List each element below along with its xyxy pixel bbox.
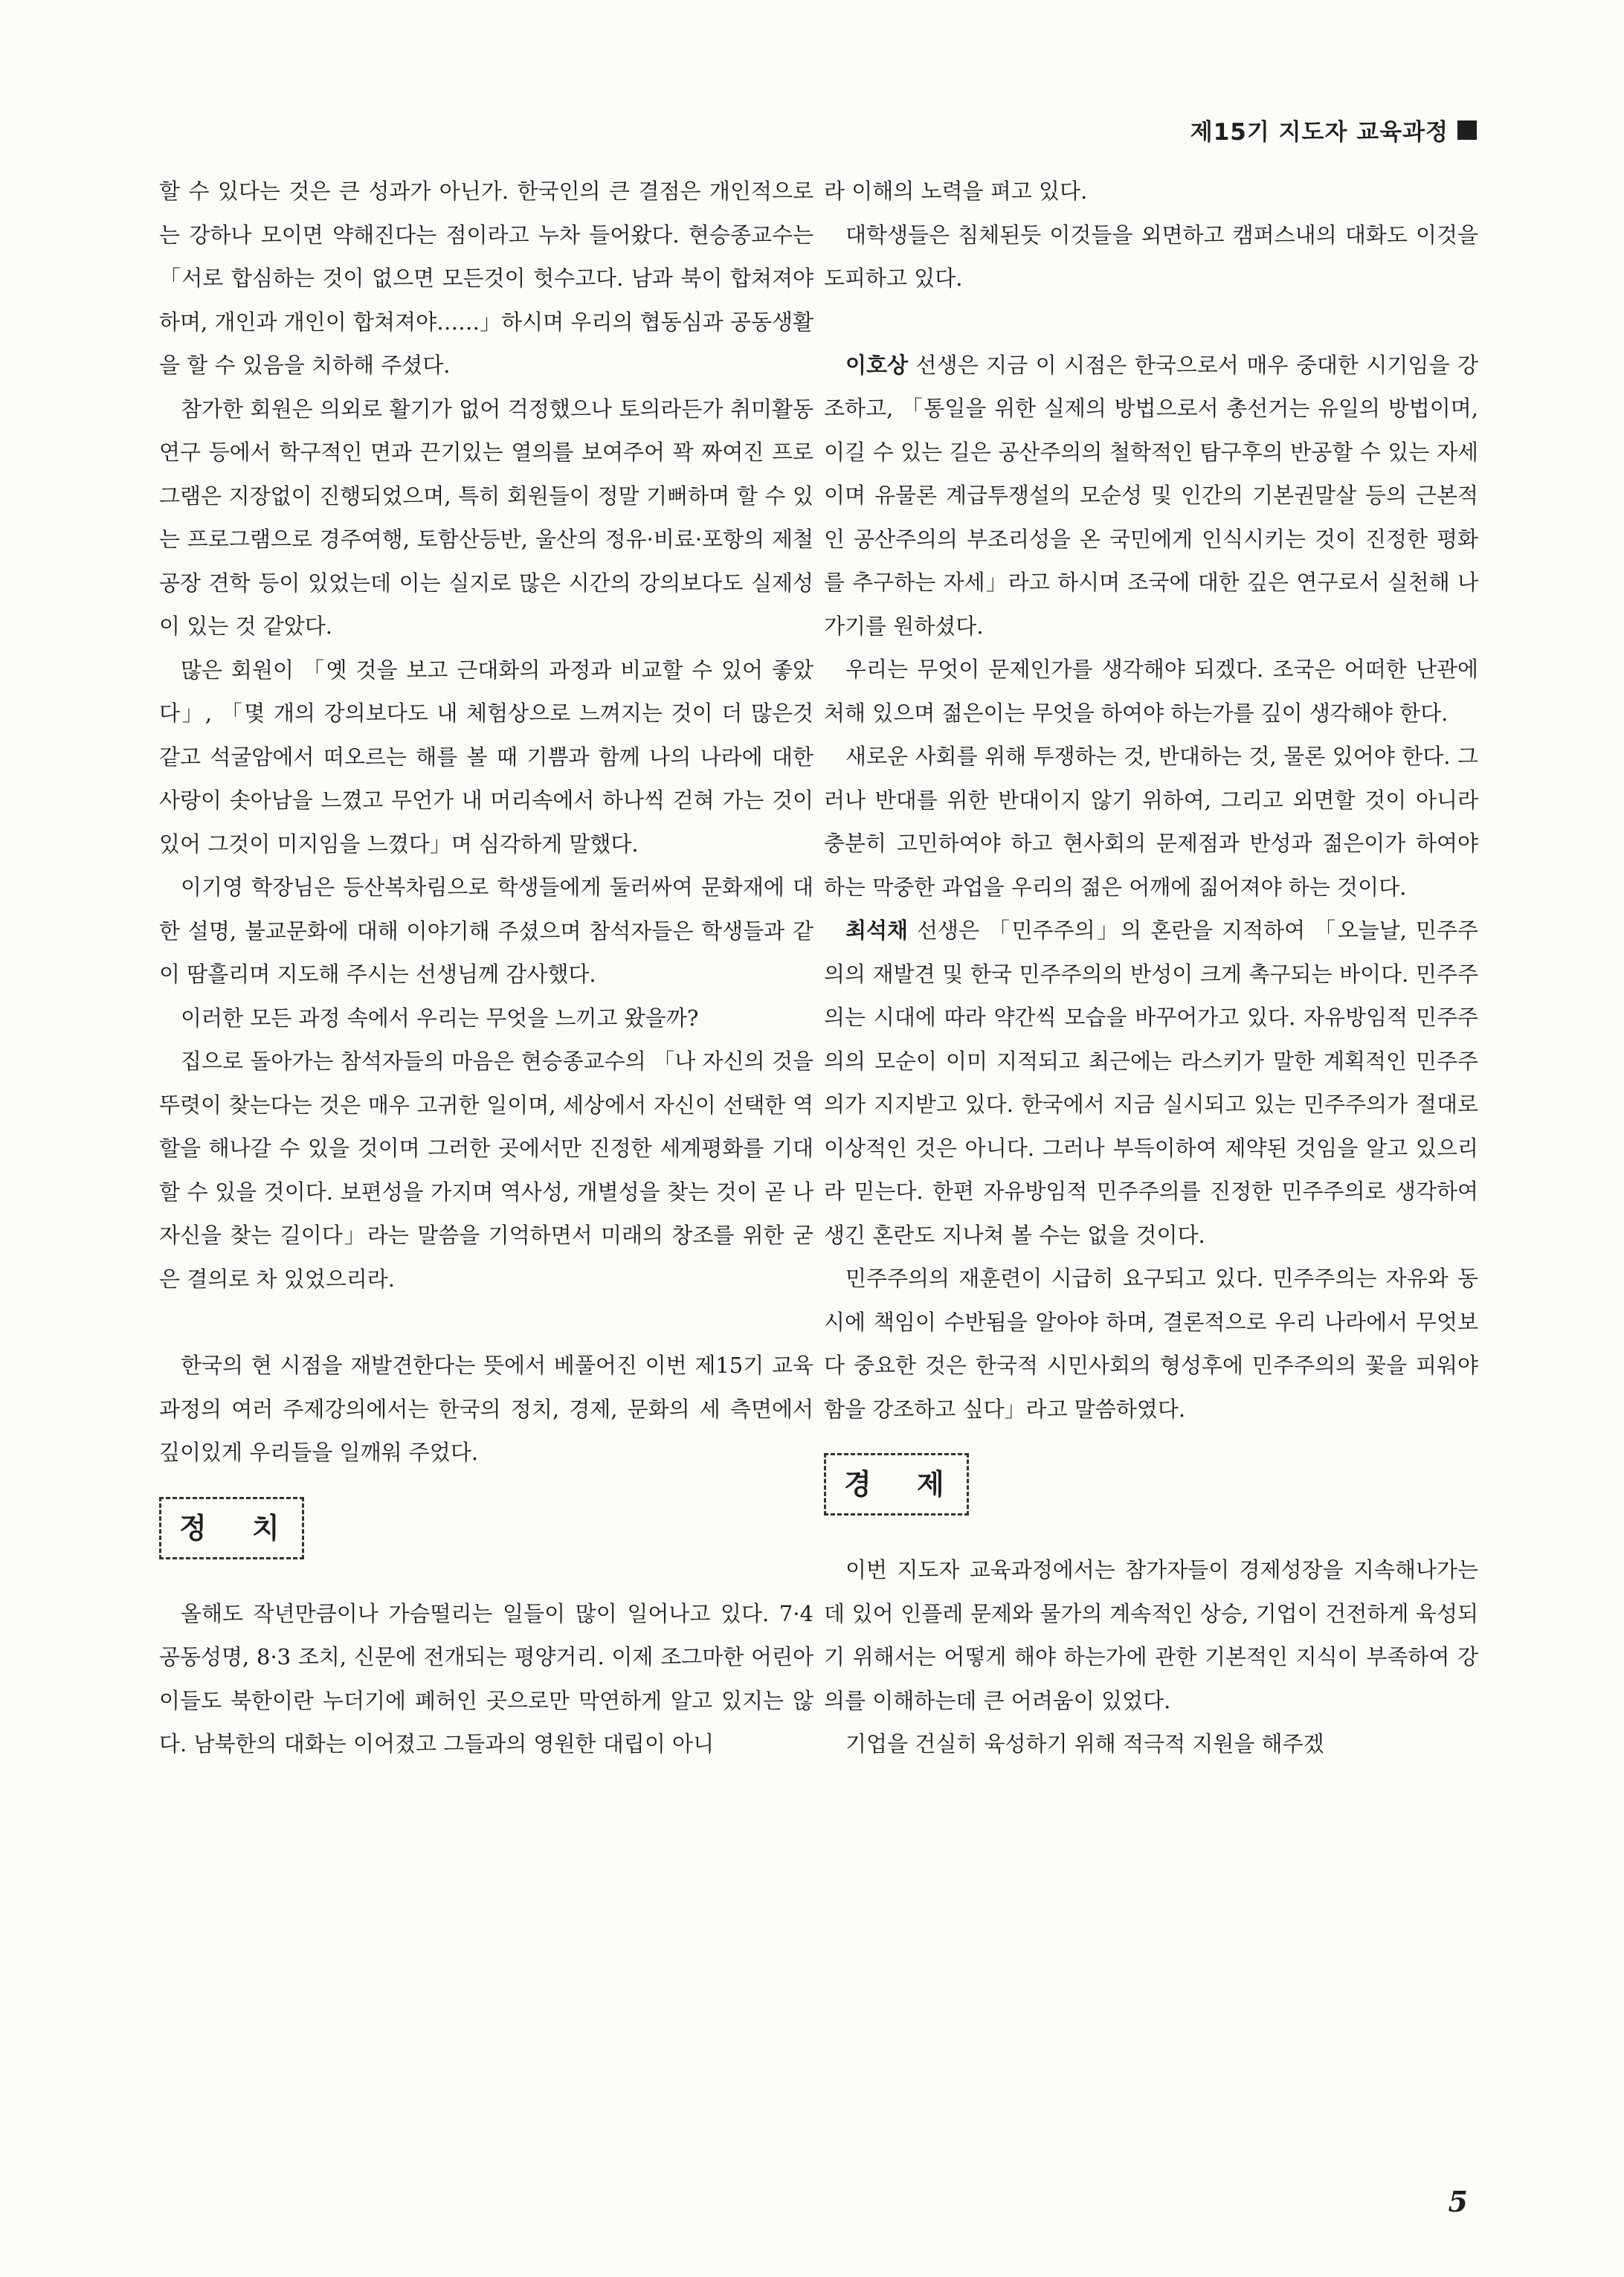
paragraph: 이러한 모든 과정 속에서 우리는 무엇을 느끼고 왔을까? [181, 1005, 699, 1031]
paragraph: 이번 지도자 교육과정에서는 참가자들이 경제성장을 지속해나가는데 있어 인플레 문제와 물가의 계속적인 상승, 기업이 건전하게 육성되기 위해서는 어떻게 해야 하는가에 관한 기본적인 지식이 부족하여 강의를 이해하는데 큰 어려움이 있었다. [824, 1557, 1478, 1713]
header-title: 제15기 지도자 교육과정 [1190, 119, 1449, 146]
speaker-name: 최석채 [845, 918, 909, 943]
paragraph-text: 선생은 지금 이 시점은 한국으로서 매우 중대한 시기임을 강조하고, 「통일을 위한 실제의 방법으로서 총선거는 유일의 방법이며, 이길 수 있는 길은 공산주의의 철학적인 탐구후의 반공할 수 있는 자세이며 유물론 계급투쟁설의 모순성 및 인간의 기본권말살 등의 근본적인 공산주의의 부조리성을 온 국민에게 인식시키는 것이 진정한 평화를 추구하는 자세」라고 하시며 조국에 대한 깊은 연구로서 실천해 나가기를 원하셨다. [824, 352, 1478, 639]
paragraph: 기업을 건실히 육성하기 위해 적극적 지원을 해주겠 [845, 1731, 1324, 1756]
paragraph-text: 선생은 「민주주의」의 혼란을 지적하여 「오늘날, 민주주의의 재발견 및 한국 민주주의의 반성이 크게 촉구되는 바이다. 민주주의는 시대에 따라 약간씩 모습을 바꾸어가고 있다. 자유방임적 민주주의의 모순이 이미 지적되고 최근에는 라스키가 말한 계획적인 민주주의가 지지받고 있다. 한국에서 지금 실시되고 있는 민주주의가 절대로 이상적인 것은 아니다. 그러나 부득이하여 제약된 것임을 알고 있으리라 믿는다. 한편 자유방임적 민주주의를 진정한 민주주의로 생각하여 생긴 혼란도 지나쳐 볼 수는 없을 것이다. [824, 918, 1478, 1248]
paragraph: 할 수 있다는 것은 큰 성과가 아닌가. 한국인의 큰 결점은 개인적으로는 강하나 모이면 약해진다는 점이라고 누차 들어왔다. 현승종교수는 「서로 합심하는 것이 없으면 모든것이 헛수고다. 남과 북이 합쳐져야 하며, 개인과 개인이 합쳐져야……」하시며 우리의 협동심과 공동생활을 할 수 있음을 치하해 주셨다. [159, 178, 813, 378]
paragraph: 민주주의의 재훈련이 시급히 요구되고 있다. 민주주의는 자유와 동시에 책임이 수반됨을 알아야 하며, 결론적으로 우리 나라에서 무엇보다 중요한 것은 한국적 시민사회의 형성후에 민주주의의 꽃을 피워야 함을 강조하고 싶다」라고 말씀하였다. [824, 1266, 1478, 1422]
paragraph: 이기영 학장님은 등산복차림으로 학생들에게 둘러싸여 문화재에 대한 설명, 불교문화에 대해 이야기해 주셨으며 참석자들은 학생들과 같이 땀흘리며 지도해 주시는 선생님께 감사했다. [159, 875, 813, 987]
paragraph [824, 344, 1478, 648]
speaker-name: 이호상 [845, 352, 909, 378]
paragraph: 많은 회원이 「옛 것을 보고 근대화의 과정과 비교할 수 있어 좋았다」, 「몇 개의 강의보다도 내 체험상으로 느껴지는 것이 더 많은것 같고 석굴암에서 떠오르는 해를 볼 때 기쁨과 함께 나의 나라에 대한 사랑이 솟아남을 느꼈고 무언가 내 머리속에서 하나씩 걷혀 가는 것이 있어 그것이 미지임을 느꼈다」며 심각하게 말했다. [159, 657, 813, 857]
paragraph: 한국의 현 시점을 재발견한다는 뜻에서 베풀어진 이번 제15기 교육과정의 여러 주제강의에서는 한국의 정치, 경제, 문화의 세 측면에서 깊이있게 우리들을 일깨워 주었다. [159, 1353, 813, 1465]
section-heading-economy [824, 1453, 1478, 1516]
section-title: 정 치 [159, 1497, 304, 1559]
paragraph: 새로운 사회를 위해 투쟁하는 것, 반대하는 것, 물론 있어야 한다. 그러나 반대를 위한 반대이지 않기 위하여, 그리고 외면할 것이 아니라 충분히 고민하여야 하고 현사회의 문제점과 반성과 젊은이가 하여야 하는 막중한 과업을 우리의 젊은 어깨에 짊어져야 하는 것이다. [824, 744, 1478, 900]
paragraph: 참가한 회원은 의외로 활기가 없어 걱정했으나 토의라든가 취미활동연구 등에서 학구적인 면과 끈기있는 열의를 보여주어 꽉 짜여진 프로그램은 지장없이 진행되었으며, 특히 회원들이 정말 기뻐하며 할 수 있는 프로그램으로 경주여행, 토함산등반, 울산의 정유·비료·포항의 제철공장 견학 등이 있었는데 이는 실지로 많은 시간의 강의보다도 실제성이 있는 것 같았다. [159, 396, 813, 639]
header-square-mark-icon [1457, 120, 1477, 140]
section-title: 경 제 [824, 1453, 969, 1516]
page-number: 5 [1448, 2185, 1468, 2218]
paragraph: 우리는 무엇이 문제인가를 생각해야 되겠다. 조국은 어떠한 난관에 처해 있으며 젊은이는 무엇을 하여야 하는가를 깊이 생각해야 한다. [824, 657, 1478, 726]
paragraph: 집으로 돌아가는 참석자들의 마음은 현승종교수의 「나 자신의 것을 뚜렷이 찾는다는 것은 매우 고귀한 일이며, 세상에서 자신이 선택한 역할을 해나갈 수 있을 것이며 그러한 곳에서만 진정한 세계평화를 기대할 수 있을 것이다. 보편성을 가지며 역사성, 개별성을 찾는 것이 곧 나 자신을 찾는 길이다」라는 말씀을 기억하면서 미래의 창조를 위한 굳은 결의로 차 있었으리라. [159, 1049, 813, 1292]
paragraph: 대학생들은 침체된듯 이것들을 외면하고 캠퍼스내의 대화도 이것을 도피하고 있다. [824, 222, 1478, 291]
section-heading-politics [159, 1497, 813, 1559]
running-header [1190, 113, 1477, 146]
paragraph [824, 909, 1478, 1257]
paragraph: 올해도 작년만큼이나 가슴떨리는 일들이 많이 일어나고 있다. 7·4 공동성명, 8·3 조치, 신문에 전개되는 평양거리. 이제 조그마한 어린아이들도 북한이란 누더기에 폐허인 곳으로만 막연하게 알고 있지는 않다. 남북한의 대화는 이어졌고 그들과의 영원한 대립이 아니 [159, 1600, 813, 1756]
left-column [159, 170, 813, 1766]
right-column [824, 170, 1478, 1766]
paragraph: 라 이해의 노력을 펴고 있다. [824, 178, 1088, 204]
